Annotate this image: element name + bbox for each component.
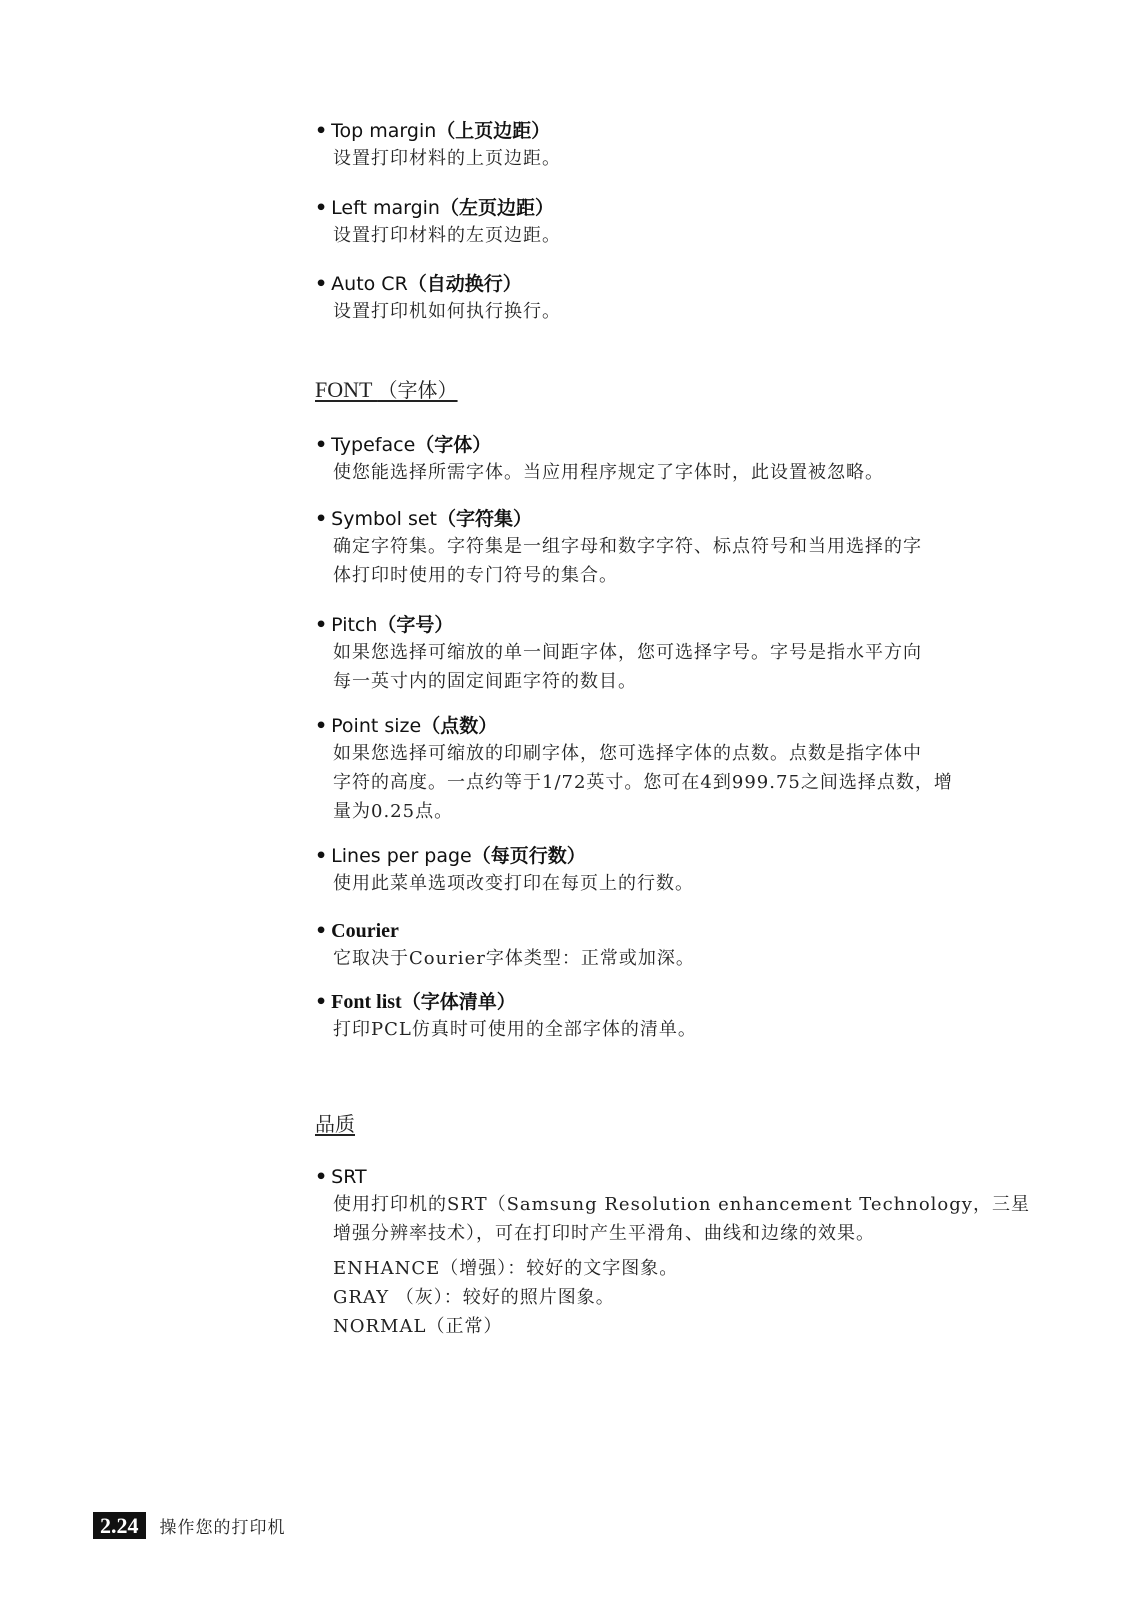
heading-en: FONT (315, 377, 378, 402)
item-title (315, 195, 1015, 221)
item-description: 设置打印机如何执行换行。 (333, 301, 561, 322)
page-number: 2.24 (93, 1512, 146, 1539)
bullet: • (315, 273, 328, 295)
item-description: 设置打印材料的上页边距。 (333, 148, 561, 169)
item-title (315, 918, 1015, 944)
item-description: 它取决于Courier字体类型：正常或加深。 (333, 948, 695, 969)
title-cn: （点数） (421, 715, 498, 737)
item-description-line: 如果您选择可缩放的单一间距字体，您可选择字号。字号是指水平方向 (333, 642, 922, 663)
title-cn: （字号） (377, 614, 454, 636)
bullet: • (315, 120, 328, 142)
title-en: Left margin (331, 197, 440, 219)
item-description-line: 使用打印机的SRT（Samsung Resolution enhancement Technology，三星 (333, 1194, 1030, 1215)
item-description-line: 体打印时使用的专门符号的集合。 (333, 565, 618, 586)
item-title (315, 713, 1015, 739)
bullet: • (315, 434, 328, 456)
item-lines-per-page (315, 843, 1015, 898)
item-description-line: 每一英寸内的固定间距字符的数目。 (333, 671, 637, 692)
item-title (315, 1164, 1015, 1190)
item-courier (315, 918, 1015, 973)
item-title (315, 506, 1015, 532)
title-cn: （左页边距） (439, 197, 554, 219)
section-heading-font (315, 376, 458, 404)
title-en: Pitch (331, 614, 378, 636)
srt-option-enhance: ENHANCE（增强）：较好的文字图象。 (333, 1258, 679, 1279)
bullet: • (315, 845, 328, 867)
title-en: Symbol set (331, 508, 438, 530)
item-description-line: 量为0.25点。 (333, 801, 454, 822)
item-title (315, 271, 1015, 297)
title-cn: （每页行数） (471, 845, 586, 867)
item-description-line: 确定字符集。字符集是一组字母和数字字符、标点符号和当用选择的字 (333, 536, 922, 557)
heading-cn: 品质 (315, 1112, 355, 1136)
item-title (315, 843, 1015, 869)
item-left-margin (315, 195, 1015, 250)
item-symbol-set (315, 506, 1015, 590)
title-cn: （字符集） (437, 508, 533, 530)
title-cn: （上页边距） (436, 120, 551, 142)
title-en: Point size (331, 715, 422, 737)
bullet: • (315, 920, 328, 942)
bullet: • (315, 1166, 328, 1188)
item-description: 使用此菜单选项改变打印在每页上的行数。 (333, 873, 694, 894)
title-en: SRT (331, 1166, 367, 1188)
item-description-line: 字符的高度。一点约等于1/72英寸。您可在4到999.75之间选择点数，增 (333, 772, 953, 793)
title-en: Top margin (331, 120, 437, 142)
item-description: 使您能选择所需字体。当应用程序规定了字体时，此设置被忽略。 (333, 462, 884, 483)
title-cn: （字体清单） (401, 991, 516, 1013)
bullet: • (315, 614, 328, 636)
item-srt (315, 1164, 1030, 1341)
heading-cn: （字体） (377, 378, 458, 402)
srt-option-gray: GRAY （灰）：较好的照片图象。 (333, 1287, 615, 1308)
item-title (315, 612, 1015, 638)
section-heading-quality (315, 1110, 355, 1138)
item-auto-cr (315, 271, 1015, 326)
bullet: • (315, 197, 328, 219)
item-title (315, 432, 1015, 458)
title-en: Courier (331, 920, 399, 942)
title-en: Lines per page (331, 845, 472, 867)
title-cn: （自动换行） (407, 273, 522, 295)
item-top-margin (315, 118, 1015, 173)
bullet: • (315, 991, 328, 1013)
bullet: • (315, 715, 328, 737)
item-description: 设置打印材料的左页边距。 (333, 225, 561, 246)
page-footer (93, 1509, 286, 1541)
bullet: • (315, 508, 328, 530)
item-title (315, 118, 1015, 144)
item-title (315, 989, 1015, 1015)
item-description-line: 增强分辨率技术），可在打印时产生平滑角、曲线和边缘的效果。 (333, 1223, 875, 1244)
item-description: 打印PCL仿真时可使用的全部字体的清单。 (333, 1019, 697, 1040)
title-en: Auto CR (331, 273, 408, 295)
title-cn: （字体） (415, 434, 492, 456)
srt-option-normal: NORMAL（正常） (333, 1316, 503, 1337)
item-pitch (315, 612, 1015, 696)
item-description-line: 如果您选择可缩放的印刷字体，您可选择字体的点数。点数是指字体中 (333, 743, 922, 764)
chapter-title: 操作您的打印机 (159, 1517, 286, 1538)
title-en: Typeface (331, 434, 416, 456)
item-point-size (315, 713, 1015, 826)
item-font-list (315, 989, 1015, 1044)
item-typeface (315, 432, 1015, 487)
title-en: Font list (331, 991, 402, 1013)
